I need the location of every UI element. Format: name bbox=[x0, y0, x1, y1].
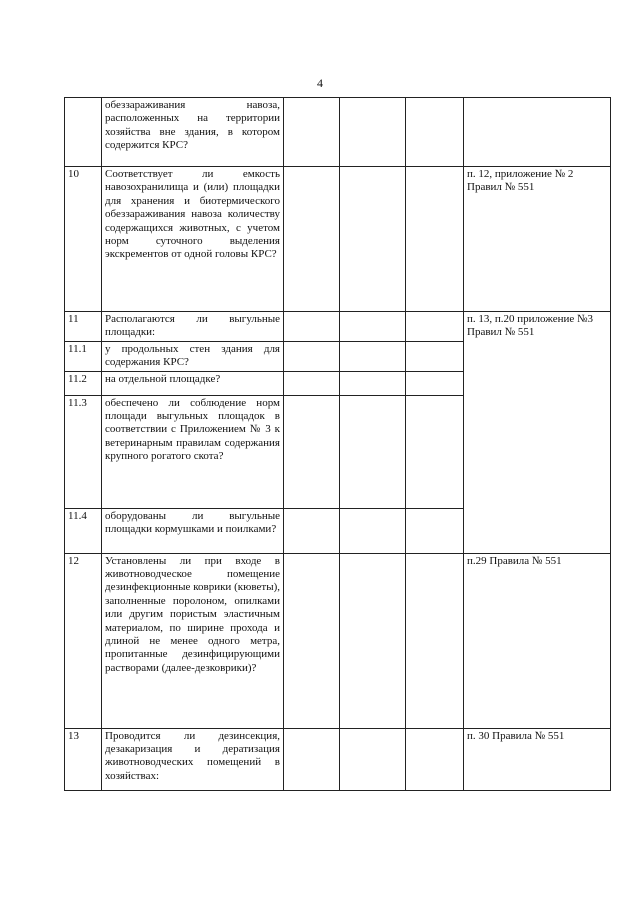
answer-cell bbox=[406, 395, 464, 508]
row-number: 10 bbox=[65, 167, 102, 312]
table-row bbox=[65, 553, 611, 728]
answer-cell bbox=[406, 553, 464, 728]
page-number: 4 bbox=[317, 76, 323, 90]
table-row bbox=[65, 167, 611, 312]
row-question: Располагаются ли выгульные площадки: bbox=[102, 312, 284, 342]
row-reference bbox=[464, 312, 611, 554]
answer-cell bbox=[406, 508, 464, 553]
answer-cell bbox=[406, 167, 464, 312]
answer-cell bbox=[284, 553, 340, 728]
row-reference: п.29 Правила № 551 bbox=[464, 553, 611, 728]
row-question: Соответствует ли емкость навозохранилища и (или) площадки для хранения и биотермического обеззараживания навоза количеству содержащихся животных, с учетом норм суточного выделения экскрементов от одной головы КРС? bbox=[102, 167, 284, 312]
row-question: обеззараживания навоза, расположенных на территории хозяйства вне здания, в котором содержится КРС? bbox=[102, 98, 284, 167]
answer-cell bbox=[406, 371, 464, 395]
row-question: Установлены ли при входе в животноводческое помещение дезинфекционные коврики (кюветы), заполненные поролоном, опилками или другим пористым эластичным материалом, по ширине прохода и длиной не менее одного метра, пропитанные дезинфицирующими растворами (далее-дезковрики)? bbox=[102, 553, 284, 728]
row-question: Проводится ли дезинсекция, дезакаризация и дератизация животноводческих помещений в хозяйствах: bbox=[102, 728, 284, 790]
row-question: на отдельной площадке? bbox=[102, 371, 284, 395]
answer-cell bbox=[340, 98, 406, 167]
row-reference bbox=[464, 98, 611, 167]
row-number: 11.3 bbox=[65, 395, 102, 508]
checklist-table bbox=[64, 97, 611, 791]
row-reference-text: п. 13, п.20 приложение №3 Правил № 551 bbox=[467, 313, 594, 339]
answer-cell bbox=[340, 341, 406, 371]
answer-cell bbox=[284, 167, 340, 312]
row-reference: п. 12, приложение № 2 Правил № 551 bbox=[464, 167, 611, 312]
answer-cell bbox=[406, 312, 464, 342]
answer-cell bbox=[340, 728, 406, 790]
answer-cell bbox=[340, 312, 406, 342]
row-number: 13 bbox=[65, 728, 102, 790]
row-reference: п. 30 Правила № 551 bbox=[464, 728, 611, 790]
answer-cell bbox=[284, 312, 340, 342]
answer-cell bbox=[340, 167, 406, 312]
answer-cell bbox=[340, 553, 406, 728]
answer-cell bbox=[406, 98, 464, 167]
row-number: 11.2 bbox=[65, 371, 102, 395]
answer-cell bbox=[340, 395, 406, 508]
row-number: 11.4 bbox=[65, 508, 102, 553]
answer-cell bbox=[284, 395, 340, 508]
row-question: обеспечено ли соблюдение норм площади выгульных площадок в соответствии с Приложением № 3 к ветеринарным правилам содержания крупного рогатого скота? bbox=[102, 395, 284, 508]
row-question: оборудованы ли выгульные площадки кормушками и поилками? bbox=[102, 508, 284, 553]
answer-cell bbox=[406, 341, 464, 371]
table-row bbox=[65, 312, 611, 342]
answer-cell bbox=[284, 341, 340, 371]
answer-cell bbox=[340, 508, 406, 553]
table-row bbox=[65, 98, 611, 167]
answer-cell bbox=[406, 728, 464, 790]
answer-cell bbox=[284, 508, 340, 553]
answer-cell bbox=[284, 728, 340, 790]
answer-cell bbox=[284, 98, 340, 167]
row-number: 11 bbox=[65, 312, 102, 342]
row-number: 12 bbox=[65, 553, 102, 728]
answer-cell bbox=[340, 371, 406, 395]
row-number bbox=[65, 98, 102, 167]
answer-cell bbox=[284, 371, 340, 395]
row-question: у продольных стен здания для содержания КРС? bbox=[102, 341, 284, 371]
row-number: 11.1 bbox=[65, 341, 102, 371]
table-row bbox=[65, 728, 611, 790]
